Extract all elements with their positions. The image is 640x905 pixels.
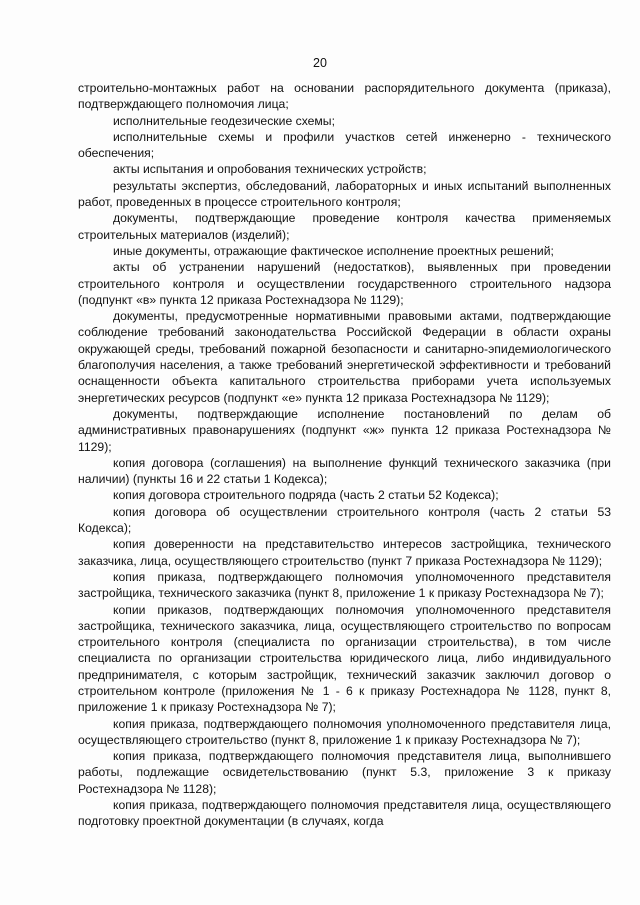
paragraph: акты испытания и опробования технических устройств; bbox=[113, 162, 427, 177]
paragraph: иные документы, отражающие фактическое исполнение проектных решений; bbox=[113, 243, 554, 258]
paragraph: документы, предусмотренные нормативными правовыми актами, подтверждающие соблюдение требований законодательства Российской Федерации в области охраны окружающей среды, требований пожарной безопасности и санитарно-эпидемиологического благополучия населения, а также требований энергетической эффективности и требований оснащенности объекта капитального строительства приборами учета используемых энергетических ресурсов (подпункт «е» пункта 12 приказа Ростехнадзора № 1129); bbox=[78, 309, 611, 405]
paragraph: копии приказов, подтверждающих полномочия уполномоченного представителя застройщика, технического заказчика, лица, осуществляющего строительство по вопросам строительного контроля (специалиста по организации строительства), в том числе специалиста по организации строительства юридического лица, либо индивидуального предпринимателя, с которым застройщик, технический заказчик заключил договор о строительном контроле (приложения № 1 - 6 к приказу Ростехнадора № 1128, пункт 8, приложение 1 к приказу Ростехнадзора № 7); bbox=[78, 602, 611, 715]
paragraph: копия договора строительного подряда (часть 2 статьи 52 Кодекса); bbox=[113, 488, 499, 503]
paragraph: копия договора (соглашения) на выполнение функций технического заказчика (при наличии) (пункты 16 и 22 статьи 1 Кодекса); bbox=[78, 455, 611, 487]
paragraph: копия приказа, подтверждающего полномочия уполномоченного представителя лица, осуществляющего строительство (пункт 8, приложение 1 к приказу Ростехнадзора № 7); bbox=[78, 716, 611, 747]
paragraph: копия приказа, подтверждающего полномочия представителя лица, осуществляющего подготовку проектной документации (в случаях, когда bbox=[78, 798, 611, 829]
page-number: 20 bbox=[313, 56, 327, 70]
paragraph: документы, подтверждающие проведение контроля качества применяемых строительных материалов (изделий); bbox=[78, 211, 611, 242]
paragraph: акты об устранении нарушений (недостатков), выявленных при проведении строительного контроля и осуществлении государственного строительного надзора (подпункт «в» пункта 12 приказа Ростехнадзора № 1129); bbox=[78, 260, 611, 307]
paragraph: исполнительные схемы и профили участков сетей инженерно - технического обеспечения; bbox=[78, 129, 611, 161]
paragraph: документы, подтверждающие исполнение постановлений по делам об административных правонарушениях (подпункт «ж» пункта 12 приказа Ростехнадзора № 1129); bbox=[78, 406, 611, 454]
paragraph: исполнительные геодезические схемы; bbox=[113, 113, 335, 128]
paragraph: копия доверенности на представительство интересов застройщика, технического заказчика, лица, осуществляющего строительство (пункт 7 приказа Ростехнадзора № 1129); bbox=[78, 537, 611, 568]
paragraph: копия приказа, подтверждающего полномочия уполномоченного представителя застройщика, технического заказчика (пункт 8, приложение 1 к приказу Ростехнадзора № 7); bbox=[78, 569, 611, 601]
paragraph: строительно-монтажных работ на основании распорядительного документа (приказа), подтверждающего полномочия лица; bbox=[78, 81, 611, 112]
paragraph: копия договора об осуществлении строительного контроля (часть 2 статьи 53 Кодекса); bbox=[78, 504, 611, 536]
document-body bbox=[78, 80, 611, 830]
paragraph: копия приказа, подтверждающего полномочия представителя лица, выполнившего работы, подлежащие освидетельствованию (пункт 5.3, приложение 3 к приказу Ростехнадзора № 1128); bbox=[78, 749, 611, 796]
paragraph: результаты экспертиз, обследований, лабораторных и иных испытаний выполненных работ, проведенных в процессе строительного контроля; bbox=[78, 178, 611, 210]
